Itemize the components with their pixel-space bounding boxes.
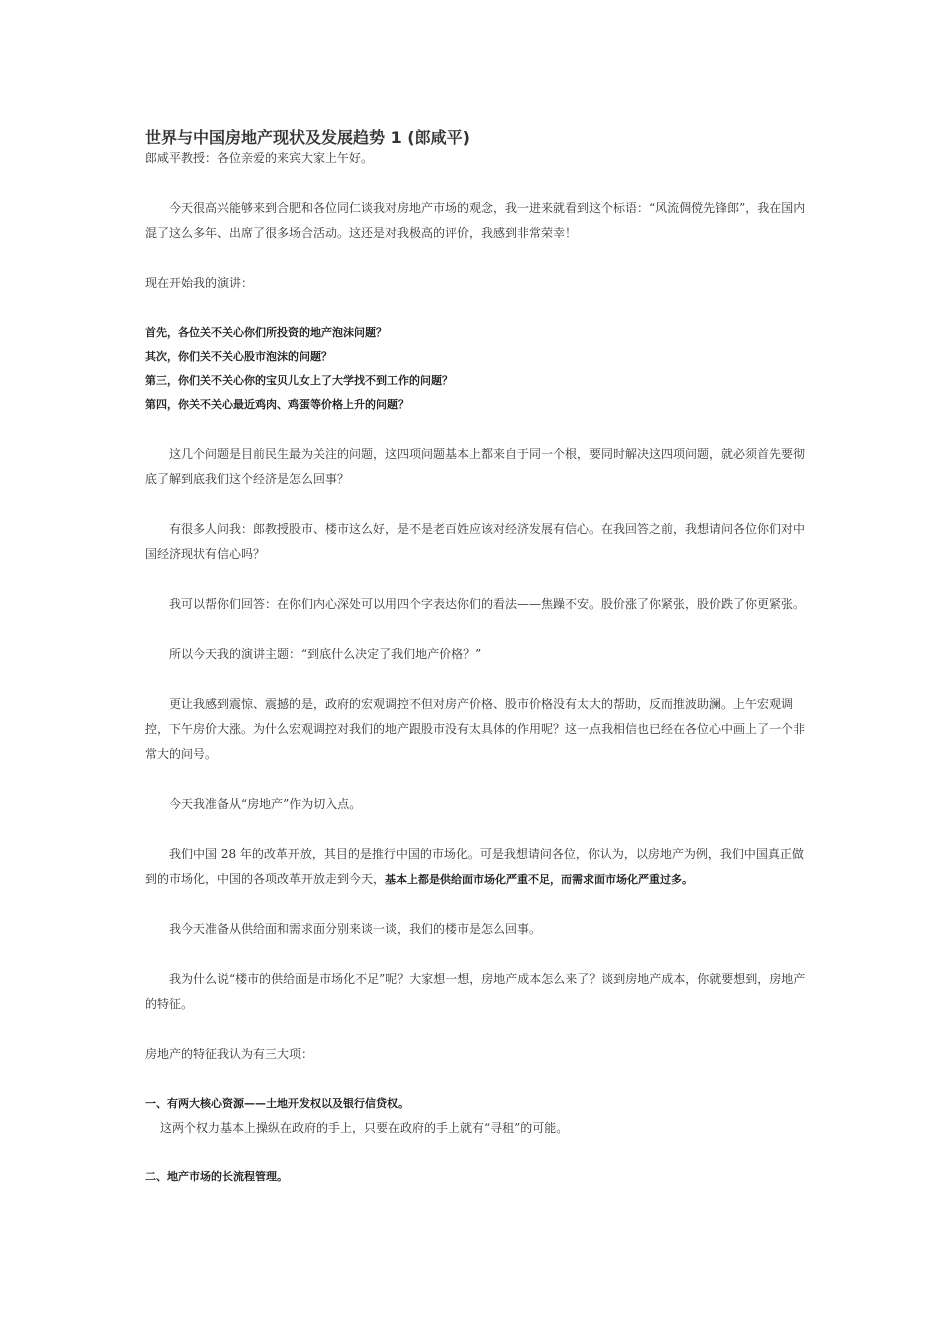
document-subtitle: 郎咸平教授：各位亲爱的来宾大家上午好。: [145, 151, 374, 165]
question-item: 第四，你关不关心最近鸡肉、鸡蛋等价格上升的问题？: [145, 398, 409, 411]
section-1-body: 这两个权力基本上操纵在政府的手上，只要在政府的手上就有“寻租”的可能。: [160, 1121, 569, 1135]
questions-list: [145, 321, 807, 417]
paragraph-3: 我可以帮你们回答：在你们内心深处可以用四个字表达你们的看法——焦躁不安。股价涨了你紧张，股价跌了你更紧张。: [169, 597, 806, 611]
intro-paragraph: 今天很高兴能够来到合肥和各位同仁谈我对房地产市场的观念，我一进来就看到这个标语：“风流倜傥先锋郎”，我在国内混了这么多年、出席了很多场合活动。这还是对我极高的评价，我感到非常荣幸！: [145, 201, 806, 240]
paragraph-7-text: 我们中国 28 年的改革开放，其目的是推行中国的市场化。可是我想请问各位，你认为，以房地产为例，我们中国真正做到的市场化，中国的各项改革开放走到今天，: [145, 847, 804, 886]
paragraph-1: 这几个问题是目前民生最为关注的问题，这四项问题基本上都来自于同一个根，要同时解决这四项问题，就必须首先要彻底了解到底我们这个经济是怎么回事？: [145, 447, 806, 486]
paragraph-7: [145, 842, 807, 892]
paragraph-4: 所以今天我的演讲主题：“到底什么决定了我们地产价格？”: [169, 647, 482, 661]
question-item: 其次，你们关不关心股市泡沫的问题？: [145, 350, 332, 363]
paragraph-5: 更让我感到震惊、震撼的是，政府的宏观调控不但对房产价格、股市价格没有太大的帮助，反而推波助澜。上午宏观调控，下午房价大涨。为什么宏观调控对我们的地产跟股市没有太具体的作用呢？这一点我相信也已经在各位心中画上了一个非常大的问号。: [145, 697, 806, 761]
section-1-heading: 一、有两大核心资源——土地开发权以及银行信贷权。: [145, 1097, 409, 1110]
document-title: 世界与中国房地产现状及发展趋势 1 (郎咸平): [145, 128, 470, 147]
document-page: [145, 128, 807, 1189]
question-item: 第三，你们关不关心你的宝贝儿女上了大学找不到工作的问题？: [145, 374, 453, 387]
section-2-heading: 二、地产市场的长流程管理。: [145, 1170, 288, 1183]
paragraph-7-emphasis: 基本上都是供给面市场化严重不足，而需求面市场化严重过多。: [385, 873, 694, 886]
paragraph-6: 今天我准备从“房地产”作为切入点。: [169, 797, 362, 811]
paragraph-10: 房地产的特征我认为有三大项：: [145, 1047, 314, 1061]
paragraph-9: 我为什么说“楼市的供给面是市场化不足”呢？大家想一想，房地产成本怎么来了？谈到房地产成本，你就要想到，房地产的特征。: [145, 972, 806, 1011]
paragraph-2: 有很多人问我：郎教授股市、楼市这么好，是不是老百姓应该对经济发展有信心。在我回答之前，我想请问各位你们对中国经济现状有信心吗？: [145, 522, 806, 561]
start-speech-paragraph: 现在开始我的演讲：: [145, 276, 254, 290]
question-item: 首先，各位关不关心你们所投资的地产泡沫问题？: [145, 326, 387, 339]
paragraph-8: 我今天准备从供给面和需求面分别来谈一谈，我们的楼市是怎么回事。: [169, 922, 542, 936]
